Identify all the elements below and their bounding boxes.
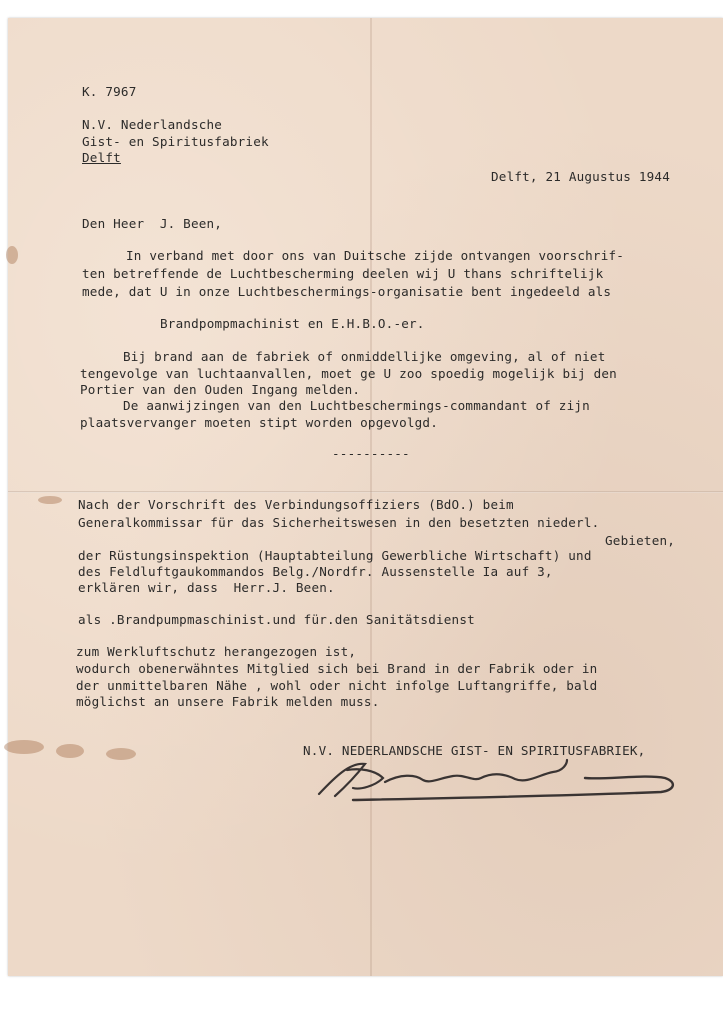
- german-paragraph2-line3: der unmittelbaren Nähe , wohl oder nicht infolge Luftangriffe, bald: [76, 678, 598, 693]
- german-paragraph1-line6: erklären wir, dass Herr.J. Been.: [78, 580, 335, 595]
- dutch-paragraph3-line2: plaatsvervanger moeten stipt worden opgevolgd.: [80, 415, 438, 430]
- rust-stain: [4, 740, 44, 754]
- german-paragraph2-line2: wodurch obenerwähntes Mitglied sich bei Brand in der Fabrik oder in: [76, 661, 598, 676]
- german-paragraph1-line3: Gebieten,: [605, 533, 676, 548]
- german-paragraph2-line1: zum Werkluftschutz herangezogen ist,: [76, 644, 357, 659]
- place-and-date: Delft, 21 Augustus 1944: [491, 169, 670, 184]
- dutch-paragraph2-line2: tengevolge van luchtaanvallen, moet ge U zoo spoedig mogelijk bij den: [80, 366, 617, 381]
- dutch-paragraph2-line3: Portier van den Ouden Ingang melden.: [80, 382, 361, 397]
- dutch-paragraph3-line1: De aanwijzingen van den Luchtbeschermings-commandant of zijn: [123, 398, 590, 413]
- company-name-line1: N.V. Nederlandsche: [82, 117, 223, 132]
- salutation: Den Heer J. Been,: [82, 216, 223, 231]
- dutch-role: Brandpompmachinist en E.H.B.O.-er.: [160, 316, 425, 331]
- company-city: Delft: [82, 150, 121, 165]
- dutch-paragraph2-line1: Bij brand aan de fabriek of onmiddellijke omgeving, al of niet: [123, 349, 606, 364]
- dutch-paragraph1-line3: mede, dat U in onze Luchtbeschermings-organisatie bent ingedeeld als: [82, 284, 612, 299]
- rust-stain: [38, 496, 62, 504]
- dutch-paragraph1-line1: In verband met door ons van Duitsche zijde ontvangen voorschrif-: [126, 248, 625, 263]
- german-role: als .Brandpumpmaschinist.und für.den Sanitätsdienst: [78, 612, 475, 627]
- signature-company: N.V. NEDERLANDSCHE GIST- EN SPIRITUSFABRIEK,: [303, 743, 646, 758]
- rust-stain: [6, 246, 18, 264]
- german-paragraph1-line2: Generalkommissar für das Sicherheitswesen in den besetzten niederl.: [78, 515, 600, 530]
- german-paragraph1-line1: Nach der Vorschrift des Verbindungsoffiziers (BdO.) beim: [78, 497, 514, 512]
- rust-stain: [56, 744, 84, 758]
- horizontal-fold-crease: [8, 491, 723, 493]
- german-paragraph1-line5: des Feldluftgaukommandos Belg./Nordfr. Aussenstelle Ia auf 3,: [78, 564, 553, 579]
- company-name-line2: Gist- en Spiritusfabriek: [82, 134, 269, 149]
- dutch-paragraph1-line2: ten betreffende de Luchtbescherming deelen wij U thans schriftelijk: [82, 266, 604, 281]
- german-paragraph2-line4: möglichst an unsere Fabrik melden muss.: [76, 694, 380, 709]
- german-paragraph1-line4: der Rüstungsinspektion (Hauptabteilung Gewerbliche Wirtschaft) und: [78, 548, 592, 563]
- section-divider: ----------: [332, 446, 410, 461]
- handwritten-signature: [305, 752, 685, 812]
- rust-stain: [106, 748, 136, 760]
- reference-number: K. 7967: [82, 84, 137, 99]
